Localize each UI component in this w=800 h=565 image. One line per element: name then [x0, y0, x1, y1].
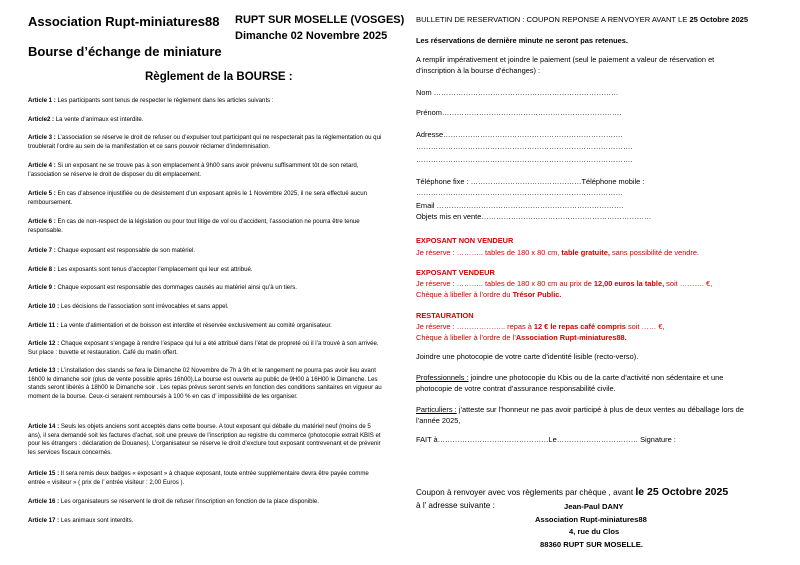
- footer-address-label: à l’ adresse suivante :: [416, 501, 495, 510]
- section-restauration-title: RESTAURATION: [416, 311, 474, 320]
- article-10: Article 10 : Les décisions de l’association sont irrévocables et sans appel.: [28, 303, 229, 310]
- article-8: Article 8 : Les exposants sont tenus d’accepter l’emplacement qui leur est attribué.: [28, 266, 253, 273]
- rules-heading: Règlement de la BOURSE :: [145, 71, 293, 83]
- restauration-booking: Je réserve : ……………….. repas à 12 € le repas café compris soit …… €,: [416, 322, 665, 331]
- field-adresse-2[interactable]: …………………………………………………………………………….: [416, 142, 633, 151]
- article-13: Article 13 : L’installation des stands se fera le Dimanche 02 Novembre de 7h à 9h et le rangement ne pourra pas avoir lieu avant 16h00 le dimanche soir (plus de vente possible après 16h00).La bourse est ouverte au public de 9H00 à 16H00 le Dimanche. Les stands seront libérés à 18h00 le Dimanche soir . Les repas prévus seront servis en fonction des conditions sanitaires en vigueur au moment de la bourse. Ceux-ci seraient remboursés à 100 % en cas d’ impossibilité de les organiser.: [28, 367, 382, 400]
- address-street: 4, rue du Clos: [569, 527, 620, 536]
- article-14: Article 14 : Seuls les objets anciens sont acceptés dans cette bourse. A tout exposant qui déballe du matériel neuf (moins de 5 ans), il sera demandé soit les factures d’achat, soit une preuve de l’inscription au registre du commerce (photocopie extrait KBIS et pour les étrangers : déclaration de Douanes). L’organisateur se réserve le droit d’exclure tout exposant contrevenant et de prévenir les services fiscaux concernés.: [28, 423, 381, 456]
- professionals-notice-2: photocopie de votre contrat d’assurance responsabilité civile.: [416, 384, 616, 393]
- article-1: Article 1 : Les participants sont tenus de respecter le règlement dans les articles suivants :: [28, 97, 274, 104]
- vendeur-booking: Je réserve : ……….. tables de 180 x 80 cm au prix de 12,00 euros la table, soit ………. €,: [416, 279, 713, 288]
- non-vendeur-booking: Je réserve : ……….. tables de 180 x 80 cm, table gratuite, sans possibilité de vendre.: [416, 248, 700, 257]
- instructions-line-2: d’inscription à la bourse d’échanges) :: [416, 66, 541, 75]
- signature-line[interactable]: FAIT à………………………………………Le…………………………… Signature :: [416, 435, 676, 444]
- professionals-notice: Professionnels : joindre une photocopie du Kbis ou de la carte d’activité non sédentaire et une: [416, 373, 724, 382]
- article-9: Article 9 : Chaque exposant est responsable des dommages causés au matériel ainsi qu’à un tiers.: [28, 284, 297, 291]
- article-7: Article 7 : Chaque exposant est responsable de son matériel.: [28, 247, 196, 254]
- article-17: Article 17 : Les animaux sont interdits.: [28, 517, 134, 524]
- address-association: Association Rupt-miniatures88: [535, 515, 647, 524]
- address-name: Jean-Paul DANY: [564, 502, 624, 511]
- field-prenom[interactable]: Prénom……………………………………………………………….: [416, 108, 622, 117]
- footer-return-notice: Coupon à renvoyer avec vos règlements par chèque , avant le 25 Octobre 2025: [416, 486, 729, 498]
- vendeur-cheque: Chèque à libeller à l’ordre du Trésor Public.: [416, 290, 562, 299]
- article-5: Article 5 : En cas d’absence injustifiée ou de désistement d’un exposant après le 1 Novembre 2025, il ne sera effectué aucun remboursement.: [28, 190, 367, 206]
- field-telephone-line[interactable]: …………………………………………………………………………: [416, 188, 623, 197]
- section-non-vendeur-title: EXPOSANT NON VENDEUR: [416, 236, 514, 245]
- article-16: Article 16 : Les organisateurs se réservent le droit de refuser l’inscription en fonction de la place disponible.: [28, 498, 319, 505]
- address-city: 88360 RUPT SUR MOSELLE.: [540, 540, 643, 549]
- field-adresse-3[interactable]: …………………………………………………………………………….: [416, 155, 633, 164]
- event-date: Dimanche 02 Novembre 2025: [235, 30, 388, 42]
- section-vendeur-title: EXPOSANT VENDEUR: [416, 268, 495, 277]
- article-6: Article 6 : En cas de non-respect de la législation ou pour tout litige de vol ou d’accident, l’association ne pourra être tenue responsable.: [28, 218, 360, 234]
- field-telephone[interactable]: Téléphone fixe : ………………………………………Téléphone mobile :: [416, 177, 645, 186]
- field-adresse[interactable]: Adresse……………………………………………………………….: [416, 130, 623, 139]
- article-12: Article 12 : Chaque exposant s’engage à rendre l’espace qui lui a été attribué dans l’état de propreté où il l’a trouvé à son arrivée. Sur place : buvette et restauration. Café du matin offert.: [28, 340, 379, 356]
- coupon-title: BULLETIN DE RESERVATION : COUPON REPONSE A RENVOYER AVANT LE 25 Octobre 2025: [416, 15, 749, 24]
- article-3: Article 3 : L’association se réserve le droit de refuser ou d’expulser tout participant qui ne respecterait pas la réglementation ou qui troublerait l’ordre au sein de la manifestation et ce sans pouvoir réclamer d’indemnisation.: [28, 134, 382, 150]
- field-email[interactable]: Email ………………………………………………………………….: [416, 201, 624, 210]
- id-copy-notice: Joindre une photocopie de votre carte d’identité lisible (recto-verso).: [416, 352, 639, 361]
- article-11: Article 11 : La vente d’alimentation et de boisson est interdite et réservée exclusivement au comité organisateur.: [28, 322, 332, 329]
- association-name: Association Rupt-miniatures88: [28, 14, 220, 29]
- individuals-notice: Particuliers : j’atteste sur l’honneur ne pas avoir participé à plus de deux ventes au déballage lors de: [416, 405, 744, 414]
- article-4: Article 4 : Si un exposant ne se trouve pas à son emplacement à 9h00 sans avoir prévenu suffisamment tôt de son retard, l’association se réserve le droit de disposer du dit emplacement.: [28, 162, 359, 178]
- field-objets[interactable]: Objets mis en vente……………………………………………………………: [416, 212, 652, 221]
- individuals-notice-2: l’année 2025,: [416, 416, 461, 425]
- restauration-cheque: Chèque à libeller à l’ordre de l’Association Rupt-miniatures88.: [416, 333, 627, 342]
- article-2: Article2 : La vente d’animaux est interdite.: [28, 116, 144, 123]
- instructions-line-1: A remplir impérativement et joindre le paiement (seul le paiement a valeur de réservation et: [416, 55, 715, 64]
- field-nom[interactable]: Nom …………………………………………………………………: [416, 88, 619, 97]
- event-location: RUPT SUR MOSELLE (VOSGES): [235, 14, 405, 26]
- article-15: Article 15 : Il sera remis deux badges « exposant » à chaque exposant, toute entrée supplémentaire devra être payée comme entrée « visiteur » ( prix de l’ entrée visiteur : 2,00 Euros ).: [28, 470, 369, 486]
- late-booking-notice: Les réservations de dernière minute ne seront pas retenues.: [416, 36, 628, 45]
- page-title: Bourse d’échange de miniature: [28, 44, 222, 59]
